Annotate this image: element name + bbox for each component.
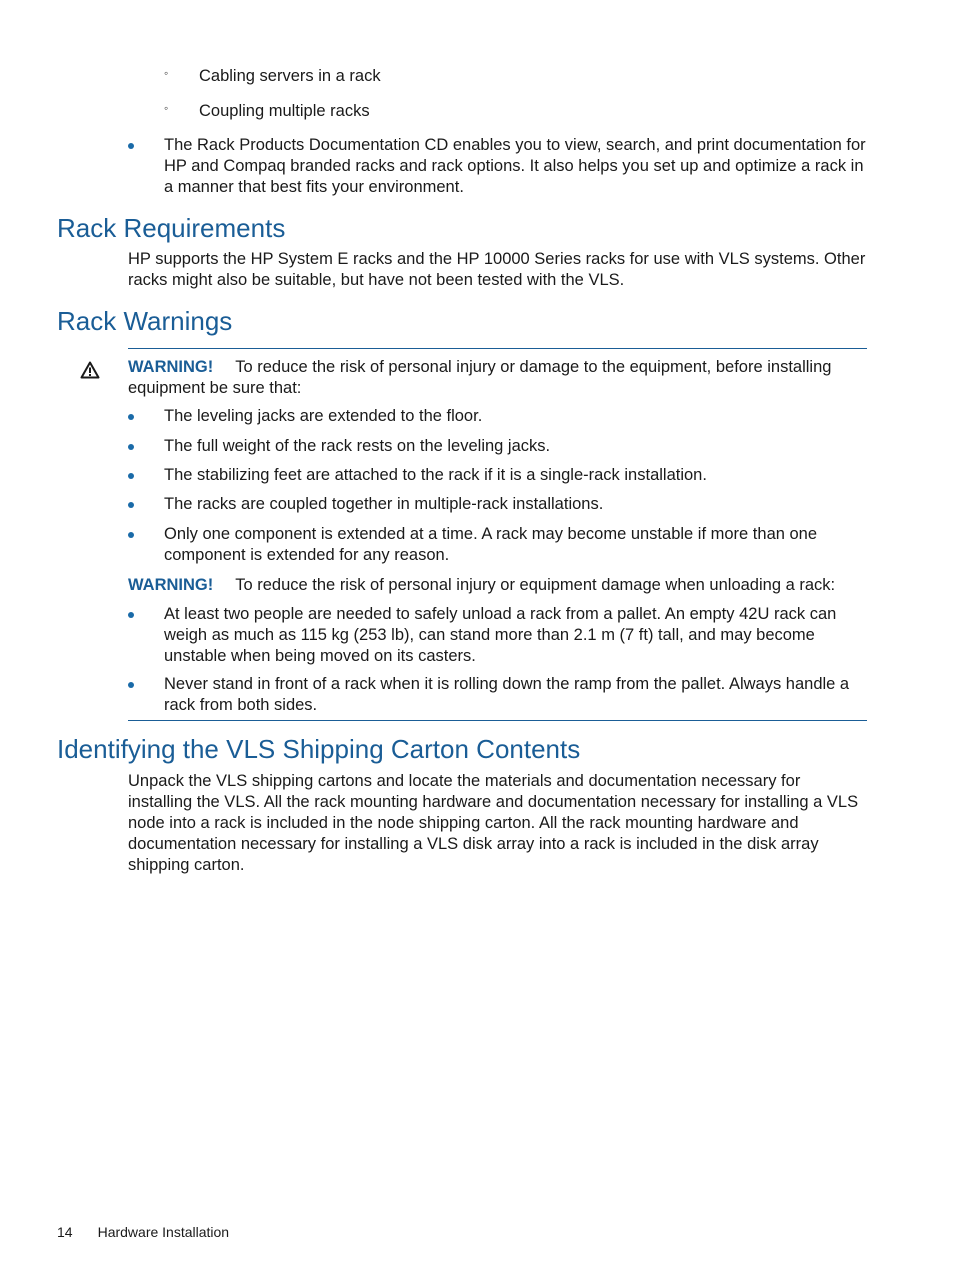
- shipping-contents-body: Unpack the VLS shipping cartons and locate the materials and documentation necessary for installing the VLS. All the rack mounting hardware and documentation necessary for installing a VLS node into a rack is included in the node shipping carton. All the rack mounting hardware and documentation necessary for installing a VLS disk array into a rack is included in the disk array shipping carton.: [128, 772, 859, 874]
- list-item-text: Coupling multiple racks: [199, 102, 370, 120]
- bullet-dot-icon: [128, 612, 134, 618]
- section-heading-rack-requirements: Rack Requirements: [57, 213, 286, 243]
- warning-text: To reduce the risk of personal injury or damage to the equipment, before installing equipment be sure that:: [128, 358, 832, 397]
- warning-label: WARNING!: [128, 358, 214, 376]
- section-heading-rack-warnings: Rack Warnings: [57, 306, 233, 336]
- hollow-circle-icon: ◦: [164, 101, 169, 115]
- list-item-text: At least two people are needed to safely unload a rack from a pallet. An empty 42U rack can weigh as much as 115 kg (253 lb), can stand more than 2.1 m (7 ft) tall, and may become unstable when being moved on its casters.: [164, 605, 837, 665]
- bullet-dot-icon: [128, 414, 134, 420]
- warning-top-rule: [128, 348, 867, 349]
- bullet-dot-icon: [128, 682, 134, 688]
- warning-text: To reduce the risk of personal injury or equipment damage when unloading a rack:: [235, 576, 836, 594]
- bullet-dot-icon: [128, 143, 134, 149]
- warning-label: WARNING!: [128, 576, 214, 594]
- list-item-text: Cabling servers in a rack: [199, 67, 381, 85]
- list-item-text: The full weight of the rack rests on the leveling jacks.: [164, 437, 551, 455]
- page-number: 14: [57, 1224, 73, 1240]
- bullet-dot-icon: [128, 473, 134, 479]
- list-item-text: Never stand in front of a rack when it is rolling down the ramp from the pallet. Always handle a rack from both sides.: [164, 675, 850, 714]
- bullet-dot-icon: [128, 532, 134, 538]
- list-item-text: The leveling jacks are extended to the floor.: [164, 407, 483, 425]
- warning-bottom-rule: [128, 720, 867, 721]
- list-item-text: The racks are coupled together in multiple-rack installations.: [164, 495, 604, 513]
- list-item-text: Only one component is extended at a time. A rack may become unstable if more than one component is extended for any reason.: [164, 525, 818, 564]
- warning-triangle-icon: [80, 361, 100, 379]
- page-footer: [57, 1222, 229, 1243]
- warning-2: [128, 575, 868, 596]
- hollow-circle-icon: ◦: [164, 66, 169, 80]
- bullet-dot-icon: [128, 444, 134, 450]
- list-item-text: The Rack Products Documentation CD enables you to view, search, and print documentation for HP and Compaq branded racks and rack options. It also helps you set up and optimize a rack in a manner that best fits your environment.: [164, 136, 866, 196]
- bullet-dot-icon: [128, 502, 134, 508]
- list-item-text: The stabilizing feet are attached to the rack if it is a single-rack installation.: [164, 466, 707, 484]
- warning-1: [128, 357, 868, 399]
- section-heading-shipping-contents: Identifying the VLS Shipping Carton Contents: [57, 734, 581, 764]
- chapter-title: Hardware Installation: [97, 1224, 230, 1240]
- rack-requirements-body: HP supports the HP System E racks and the HP 10000 Series racks for use with VLS systems. Other racks might also be suitable, but have not been tested with the VLS.: [128, 250, 866, 289]
